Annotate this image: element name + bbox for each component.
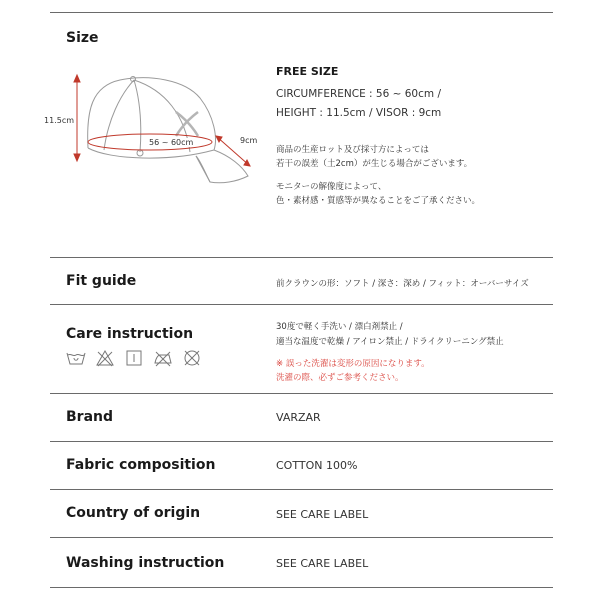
washing-title: Washing instruction [66,555,225,571]
line-dry-icon [124,349,144,367]
divider-care [50,304,553,305]
origin-title: Country of origin [66,505,201,521]
visor-label: 9cm [240,136,258,145]
fit-guide-title: Fit guide [66,273,137,289]
divider-fit [50,257,553,258]
fabric-title: Fabric composition [66,457,216,473]
care-line-2: 適当な温度で乾燥 / アイロン禁止 / ドライクリーニング禁止 [276,337,504,347]
origin-value: SEE CARE LABEL [276,508,369,521]
fit-guide-value: 前クラウンの形：ソフト / 深さ：深め / フィット：オーバーサイズ [276,279,529,289]
no-bleach-icon [95,349,115,367]
size-note-1: 商品の生産ロット及び採寸方によっては [276,145,429,155]
size-note-4: 色・素材感・質感等が異なることをご了承ください。 [276,196,481,206]
size-line-2: HEIGHT : 11.5cm / VISOR : 9cm [276,107,442,119]
care-title: Care instruction [66,326,194,342]
size-title: Size [66,30,99,46]
care-warning-2: 洗濯の際、必ずご参考ください。 [276,373,404,383]
care-warning-1: ※ 誤った洗濯は変形の原因になります。 [276,359,430,369]
no-iron-icon [153,349,173,367]
size-note-3: モニターの解像度によって、 [276,182,387,192]
brand-title: Brand [66,409,114,425]
size-note-2: 若干の誤差（土2cm）が生じる場合がございます。 [276,159,473,169]
no-dry-clean-icon [182,349,202,367]
free-size-label: FREE SIZE [276,65,339,78]
cap-diagram [0,0,270,230]
height-arrow [74,75,80,161]
washing-value: SEE CARE LABEL [276,557,369,570]
circumference-label: 56 ~ 60cm [149,138,194,147]
divider-origin [50,489,553,490]
size-line-1: CIRCUMFERENCE : 56 ~ 60cm / [276,88,441,100]
height-label: 11.5cm [44,116,75,125]
fabric-value: COTTON 100% [276,459,358,472]
cap-logo [176,112,198,136]
divider-bottom [50,587,553,588]
brand-value: VARZAR [276,411,321,424]
care-line-1: 30度で軽く手洗い / 漂白剤禁止 / [276,322,403,332]
cap-outline [88,77,248,183]
hand-wash-30-icon [66,349,86,367]
divider-washing [50,537,553,538]
divider-fabric [50,441,553,442]
divider-brand [50,393,553,394]
care-icons [66,349,202,367]
